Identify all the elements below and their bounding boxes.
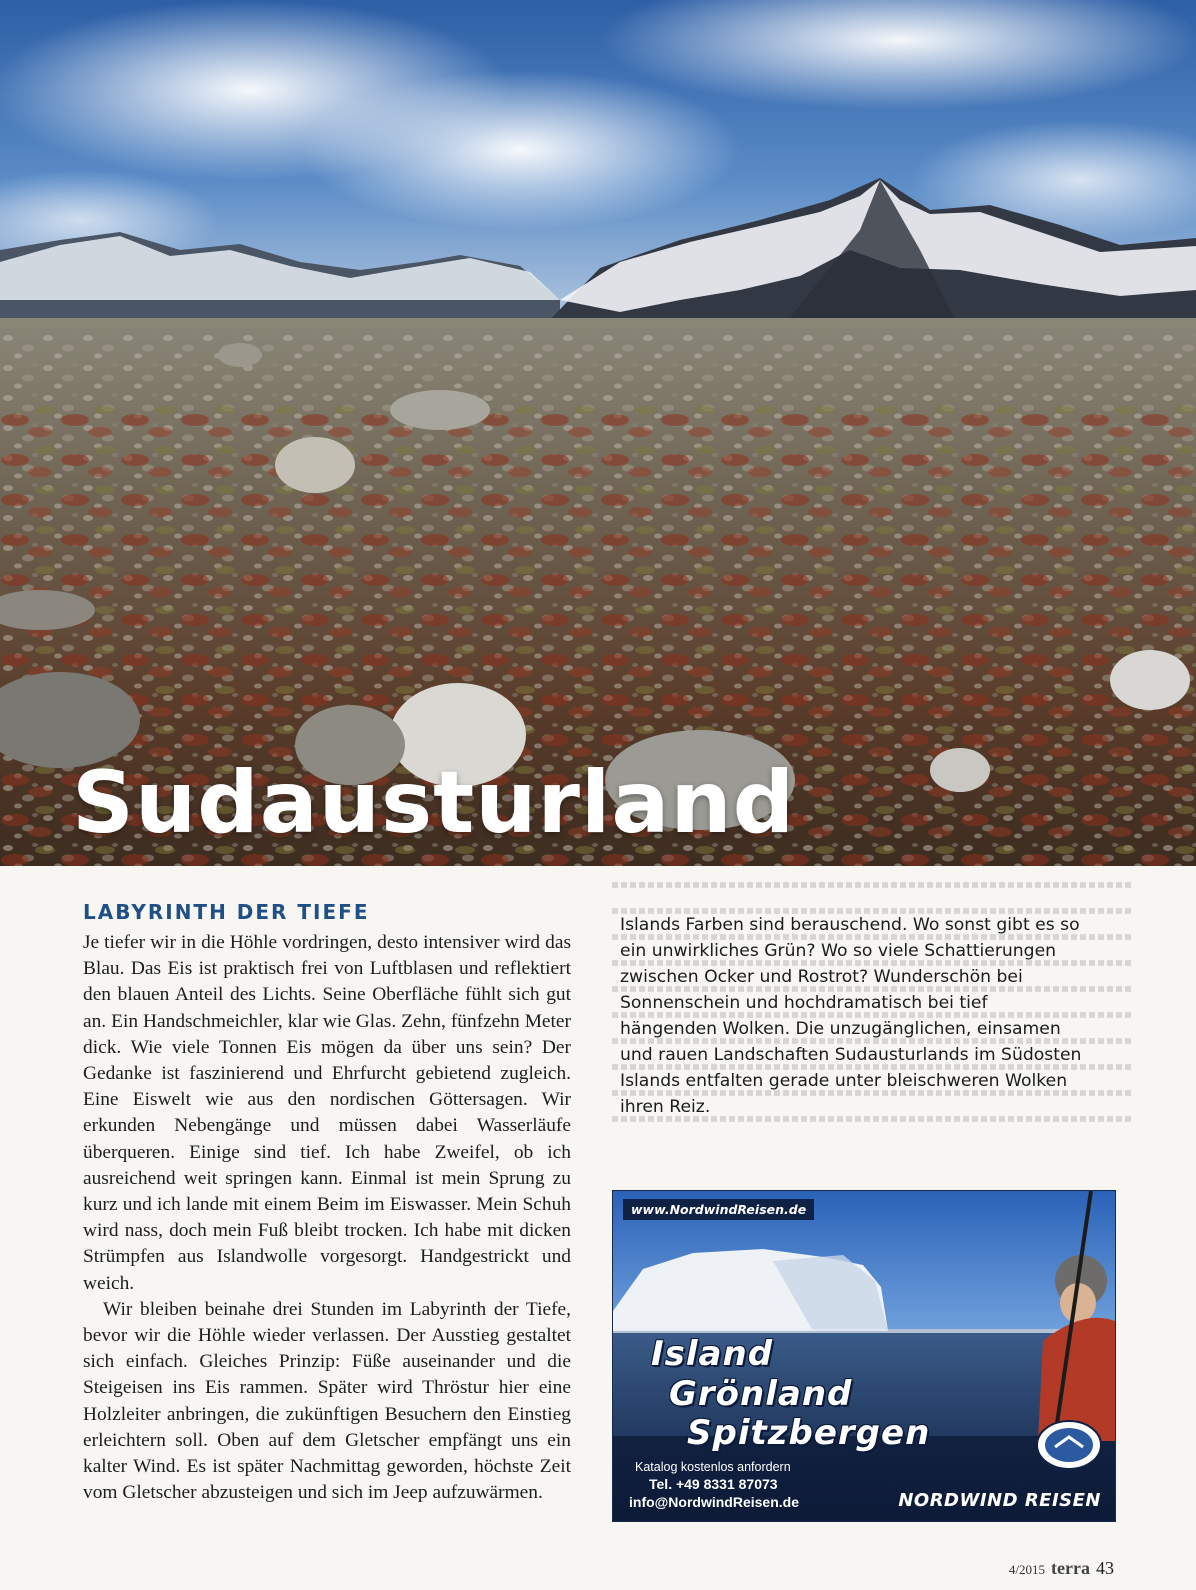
section-heading: LABYRINTH DER TIEFE	[83, 900, 370, 924]
issue-number: 4/2015	[1008, 1562, 1046, 1577]
article-column	[83, 900, 571, 1506]
ad-destination: Grönland	[669, 1374, 853, 1414]
ad-brand: NORDWIND REISEN	[898, 1490, 1101, 1511]
photo-caption	[620, 912, 1090, 1120]
nordwind-logo-icon	[1035, 1419, 1103, 1471]
page-folio	[1009, 1558, 1114, 1579]
ad-website[interactable]: www.NordwindReisen.de	[623, 1199, 814, 1220]
ad-email[interactable]: info@NordwindReisen.de	[629, 1494, 799, 1510]
paragraph: Je tiefer wir in die Höhle vordringen, desto intensiver wird das Blau. Das Eis ist praktisch frei von Luftblasen und reflektiert den blauen Anteil des Lichts. Seine Oberfläche fühlt sich gut an. Ein Handschmeichler, klar wie Glas. Zehn, fünfzehn Meter dick. Wie viele Tonnen Eis mögen da über uns sein? Der Gedanke ist faszinierend und Ehrfurcht gebietend zugleich. Eine Eiswelt wie aus den nordischen Göttersagen. Wir erkunden Nebengänge und müssen dabei Wasserläufe überqueren. Einige sind tief. Ich habe Zweifel, ob ich ausreichend weit springen kann. Einmal ist mein Sprung zu kurz und ich lande mit einem Beim im Eiswasser. Mein Schuh wird nass, doch mein Fuß bleibt trocken. Ich habe mit dicken Strümpfen aus Islandwolle vorgesorgt. Handgestrickt und weich.	[83, 932, 571, 1294]
ad-catalog-note: Katalog kostenlos anfordern	[635, 1460, 791, 1474]
advertisement[interactable]	[612, 1190, 1116, 1522]
ad-destination: Island	[651, 1334, 774, 1374]
paragraph: Wir bleiben beinahe drei Stunden im Labyrinth der Tiefe, bevor wir die Höhle wieder verlassen. Der Ausstieg gestaltet sich einfach. Gleiches Prinzip: Füße auseinander und die Steigeisen ins Eis rammen. Später wird Thröstur hier eine Holzleiter anbringen, die zukünftigen Besuchern den Einstieg erleichtern soll. Oben auf dem Gletscher empfängt uns ein kalter Wind. Es ist später Nachmittag geworden, höchste Zeit vom Gletscher abzusteigen und sich im Jeep aufzuwärmen.	[83, 1298, 571, 1504]
ad-destination: Spitzbergen	[687, 1413, 931, 1453]
headline: Sudausturland	[72, 753, 796, 853]
caption-text: Islands Farben sind berauschend. Wo sonst gibt es so ein unwirkliches Grün? Wo so viele Schattierungen zwischen Ocker und Rostrot? Wunderschön bei Sonnenschein und hochdramatisch bei tief hängenden Wolken. Die unzugänglichen, einsamen und rauen Landschaften Sudausturlands im Südosten Islands entfalten gerade unter bleischweren Wolken ihren Reiz.	[620, 915, 1082, 1117]
page-number: 43	[1096, 1558, 1114, 1578]
ad-phone[interactable]: Tel. +49 8331 87073	[649, 1476, 778, 1492]
magazine-name: terra	[1051, 1558, 1090, 1578]
